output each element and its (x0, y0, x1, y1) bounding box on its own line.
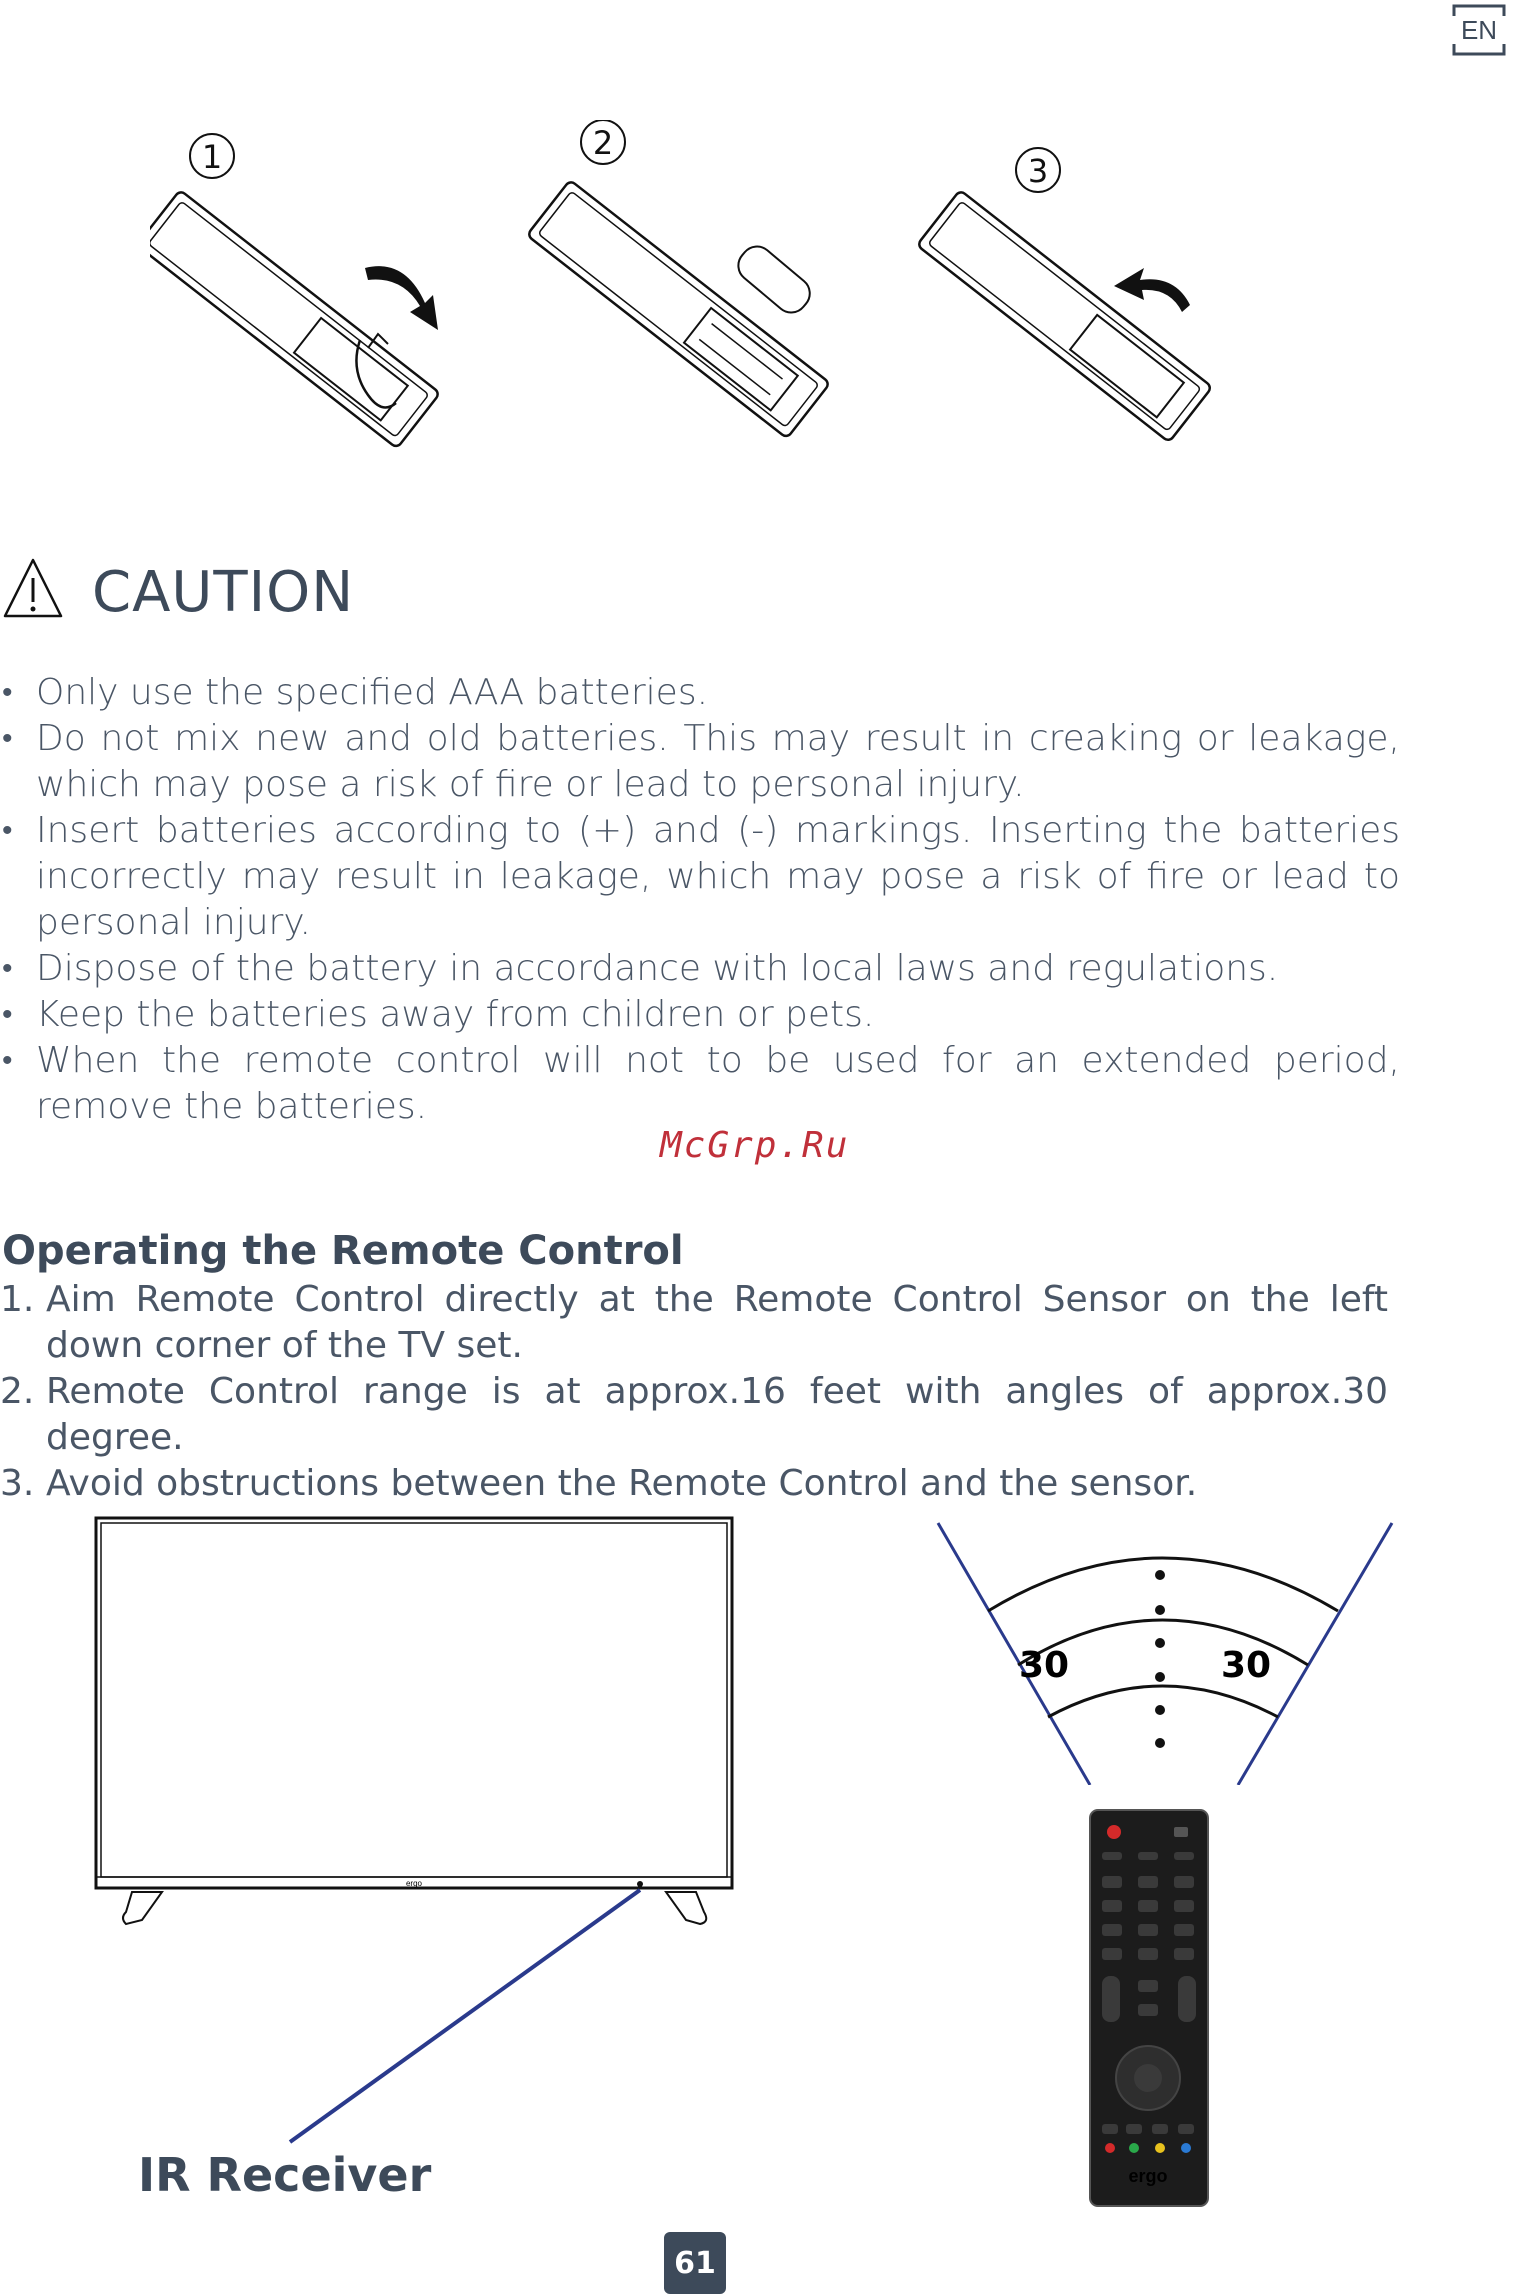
caution-list (0, 670, 1400, 1130)
caution-item: • Only use the specified AAA batteries. (0, 670, 1400, 716)
operating-step (0, 1277, 1388, 1369)
remote-brand-logo: ergo (1128, 2166, 1168, 2186)
caution-item: • Do not mix new and old batteries. This may result in creaking or leakage, which may pose a risk of fire or lead to personal injury. (0, 716, 1400, 808)
step-number: 1. (0, 1279, 35, 1320)
step-text: Aim Remote Control directly at the Remote Control Sensor on the left down corner of the TV set. (46, 1279, 1388, 1366)
tv-brand-logo: ergo (405, 1879, 423, 1888)
ir-sensor-dot (637, 1881, 643, 1887)
step-3-label: 3 (1027, 152, 1049, 190)
step-text: Remote Control range is at approx.16 feet with angles of approx.30 degree. (46, 1371, 1388, 1458)
step-number: 3. (0, 1463, 35, 1504)
ir-receiver-label: IR Receiver (138, 2148, 432, 2202)
remote-control-illustration (1088, 1808, 1210, 2208)
step-3-illustration (917, 148, 1212, 442)
caution-item: • Insert batteries according to (+) and (-) markings. Inserting the batteries incorrectly may result in leakage, which may pose a risk of fire or lead to personal injury. (0, 808, 1400, 946)
angle-right-label: 30 (1220, 1645, 1272, 1686)
tv-stand-right (666, 1892, 706, 1924)
step-number: 2. (0, 1371, 35, 1412)
step-1-illustration (150, 134, 440, 448)
battery-steps-illustration (150, 120, 1230, 450)
step-1-label: 1 (201, 138, 223, 176)
language-label: EN (1460, 14, 1498, 45)
operating-steps (0, 1277, 1388, 1507)
watermark: McGrp.Ru (660, 1125, 850, 1166)
caution-item: • Dispose of the battery in accordance with local laws and regulations. (0, 946, 1400, 992)
tv-diagram (80, 1510, 760, 2150)
language-badge (1450, 2, 1508, 58)
tv-frame (96, 1518, 732, 1888)
operating-step (0, 1461, 1388, 1507)
step-2-label: 2 (592, 124, 614, 162)
caution-item: • Keep the batteries away from children or pets. (0, 992, 1400, 1038)
power-icon (1107, 1825, 1121, 1839)
tv-stand-left (123, 1892, 162, 1924)
step-2-illustration (527, 120, 830, 438)
page-number: 61 (664, 2232, 726, 2294)
warning-triangle-icon (2, 556, 64, 620)
step-text: Avoid obstructions between the Remote Control and the sensor. (46, 1463, 1198, 1504)
caution-title: CAUTION (92, 560, 355, 625)
operating-title: Operating the Remote Control (2, 1228, 684, 1274)
operating-step (0, 1369, 1388, 1461)
ir-pointer-line (290, 1890, 640, 2142)
caution-item: • When the remote control will not to be used for an extended period, remove the batteries. (0, 1038, 1400, 1130)
range-angle-diagram (930, 1515, 1400, 1785)
angle-left-label: 30 (1018, 1645, 1070, 1686)
